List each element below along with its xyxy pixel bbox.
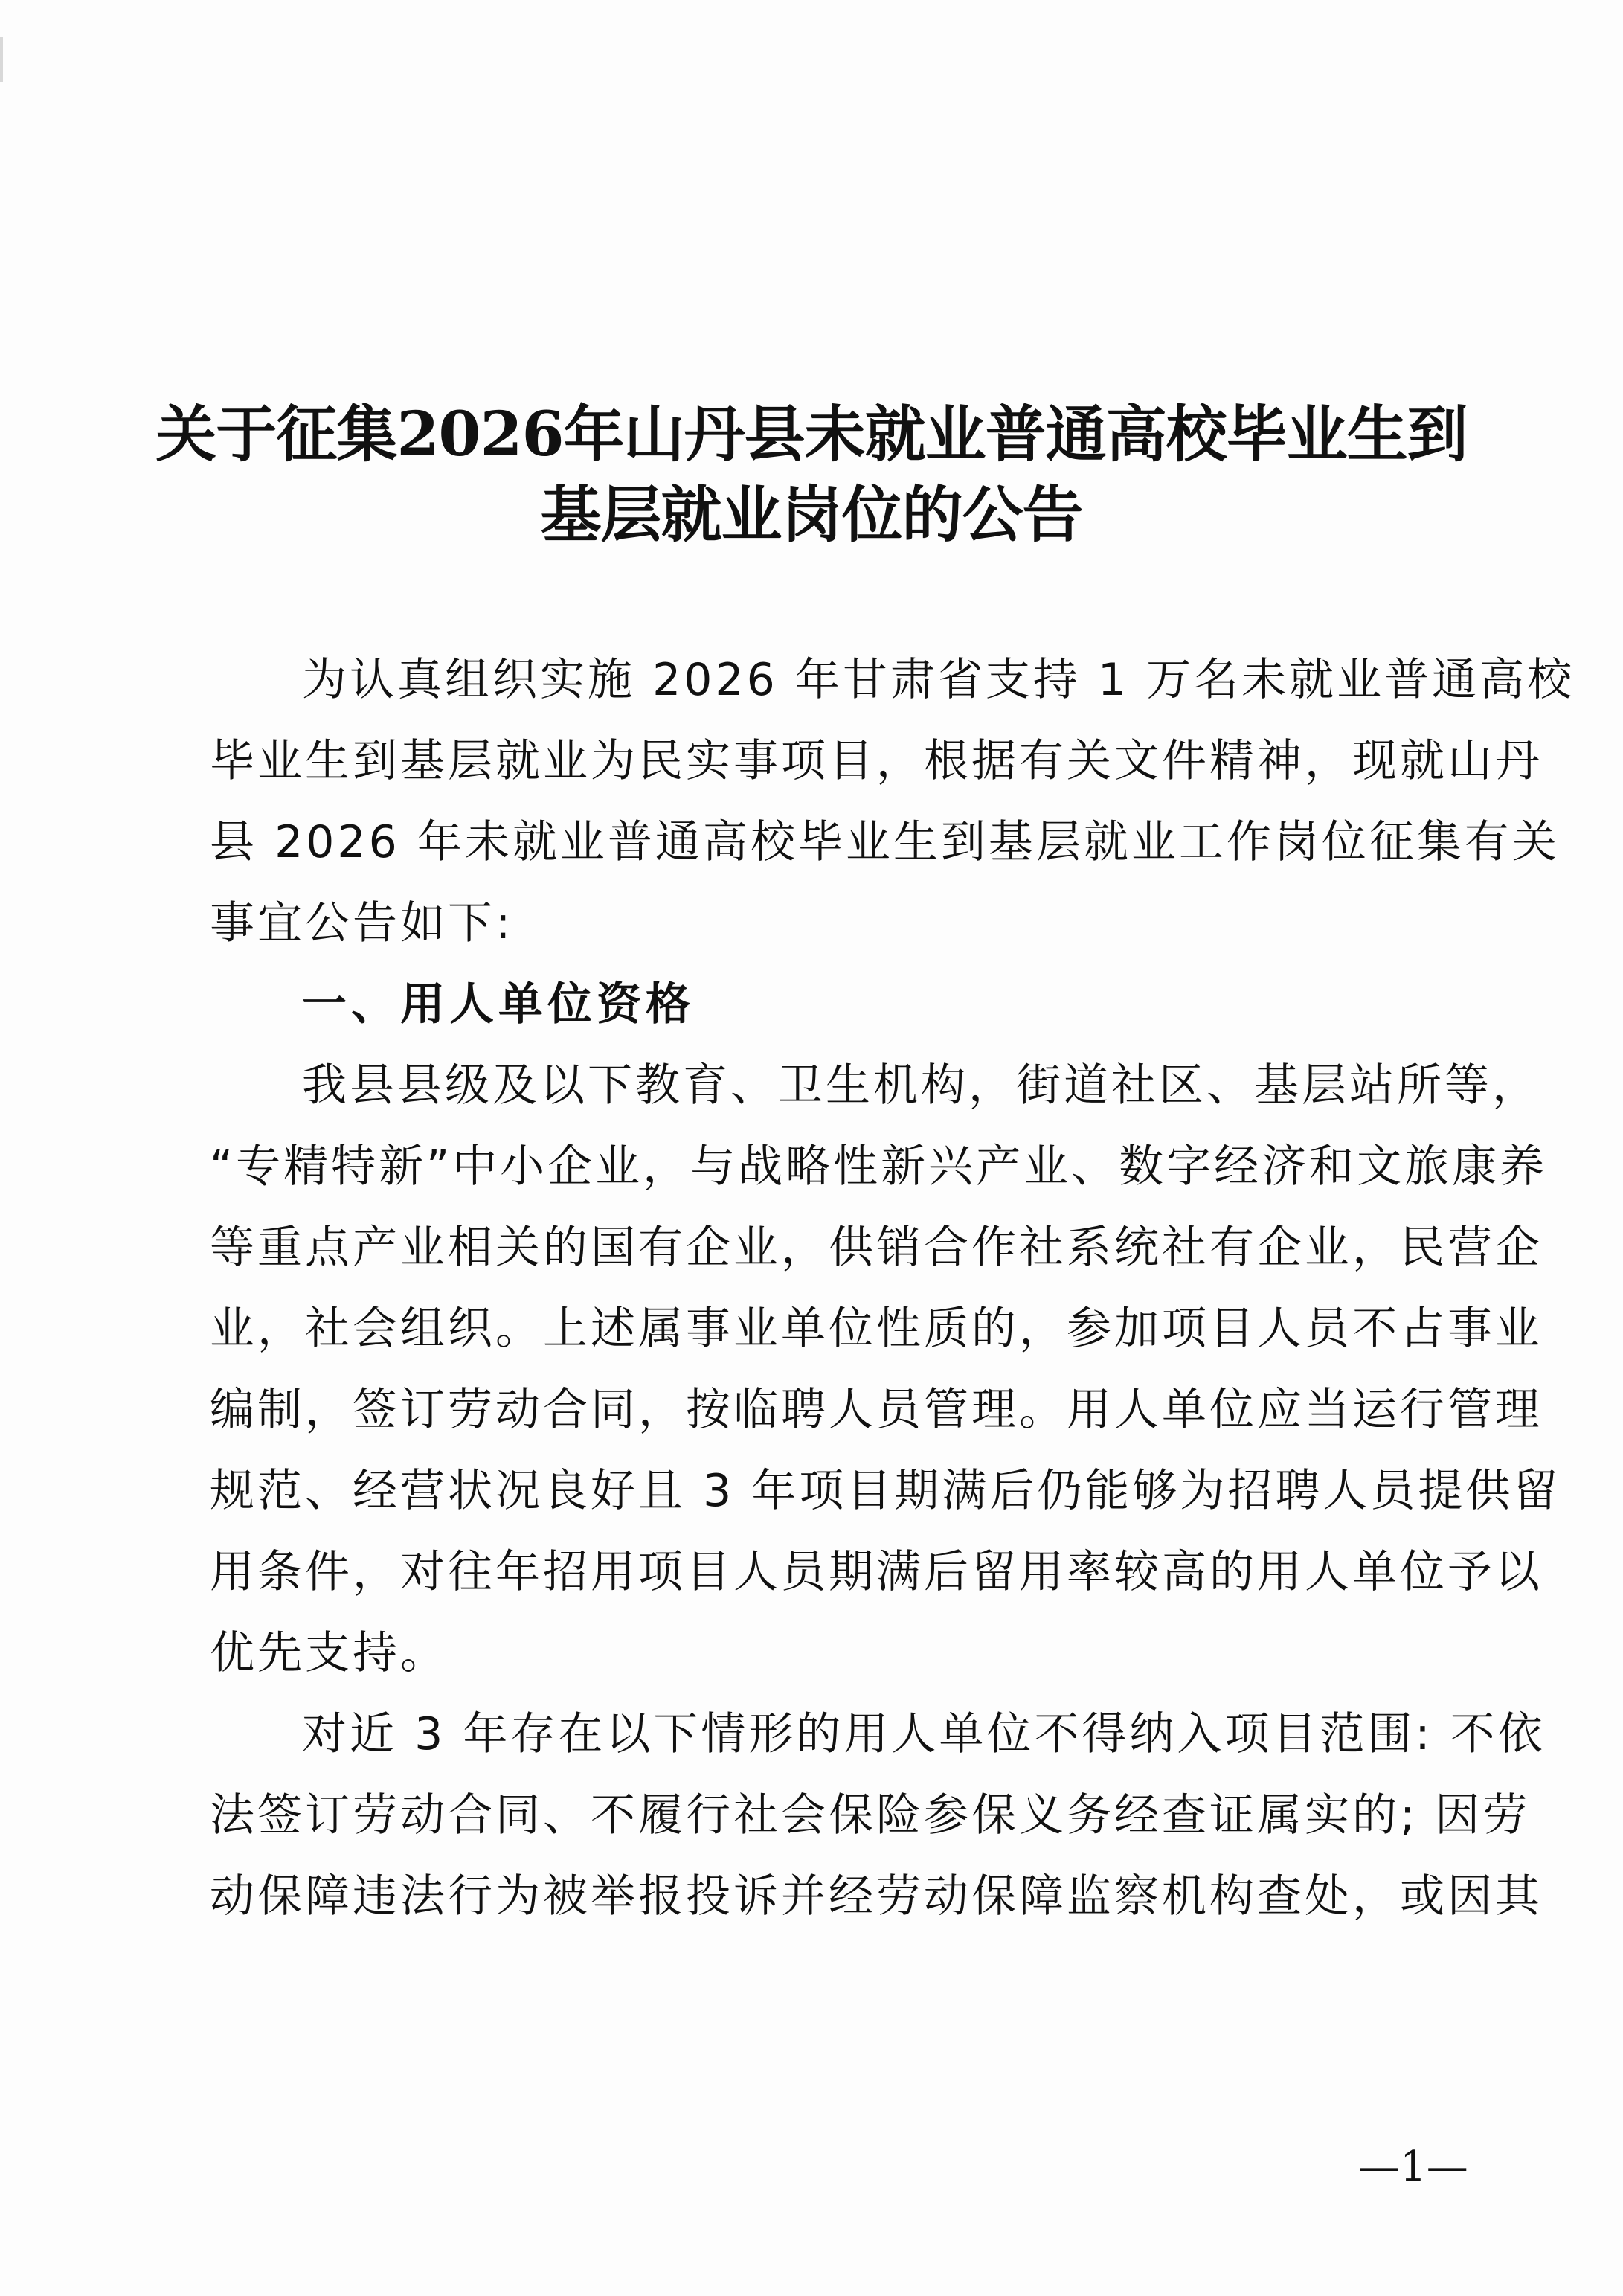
document-title-line-2: 基层就业岗位的公告: [540, 479, 1083, 551]
paragraph-line: “专精特新”中小企业，与战略性新兴产业、数字经济和文旅康养: [210, 1141, 1548, 1193]
section-heading: 一、用人单位资格: [302, 978, 695, 1030]
paragraph-line: 动保障违法行为被举报投诉并经劳动保障监察机构查处，或因其: [210, 1870, 1543, 1923]
paragraph-line: 我县县级及以下教育、卫生机构，街道社区、基层站所等，: [302, 1059, 1540, 1112]
paragraph-line: 编制，签订劳动合同，按临聘人员管理。用人单位应当运行管理: [210, 1384, 1543, 1436]
paragraph-line: 规范、经营状况良好且 3 年项目期满后仍能够为招聘人员提供留: [210, 1465, 1561, 1517]
paragraph-line: 业，社会组织。上述属事业单位性质的，参加项目人员不占事业: [210, 1303, 1543, 1355]
page-number: —1—: [1358, 2143, 1468, 2191]
paragraph-line: 事宜公告如下:: [210, 897, 514, 949]
paragraph-line: 为认真组织实施 2026 年甘肃省支持 1 万名未就业普通高校: [302, 654, 1575, 706]
paragraph-line: 法签订劳动合同、不履行社会保险参保义务经查证属实的; 因劳: [210, 1789, 1531, 1841]
paragraph-line: 县 2026 年未就业普通高校毕业生到基层就业工作岗位征集有关: [210, 816, 1560, 868]
paragraph-line: 对近 3 年存在以下情形的用人单位不得纳入项目范围: 不依: [302, 1708, 1546, 1760]
paragraph-line: 毕业生到基层就业为民实事项目，根据有关文件精神，现就山丹: [210, 735, 1543, 787]
scan-edge-mark: [0, 37, 3, 82]
paragraph-line: 优先支持。: [210, 1627, 448, 1679]
paragraph-line: 用条件，对往年招用项目人员期满后留用率较高的用人单位予以: [210, 1546, 1543, 1598]
paragraph-line: 等重点产业相关的国有企业，供销合作社系统社有企业，民营企: [210, 1222, 1543, 1274]
document-title-line-1: 关于征集2026年山丹县未就业普通高校毕业生到: [155, 399, 1468, 470]
